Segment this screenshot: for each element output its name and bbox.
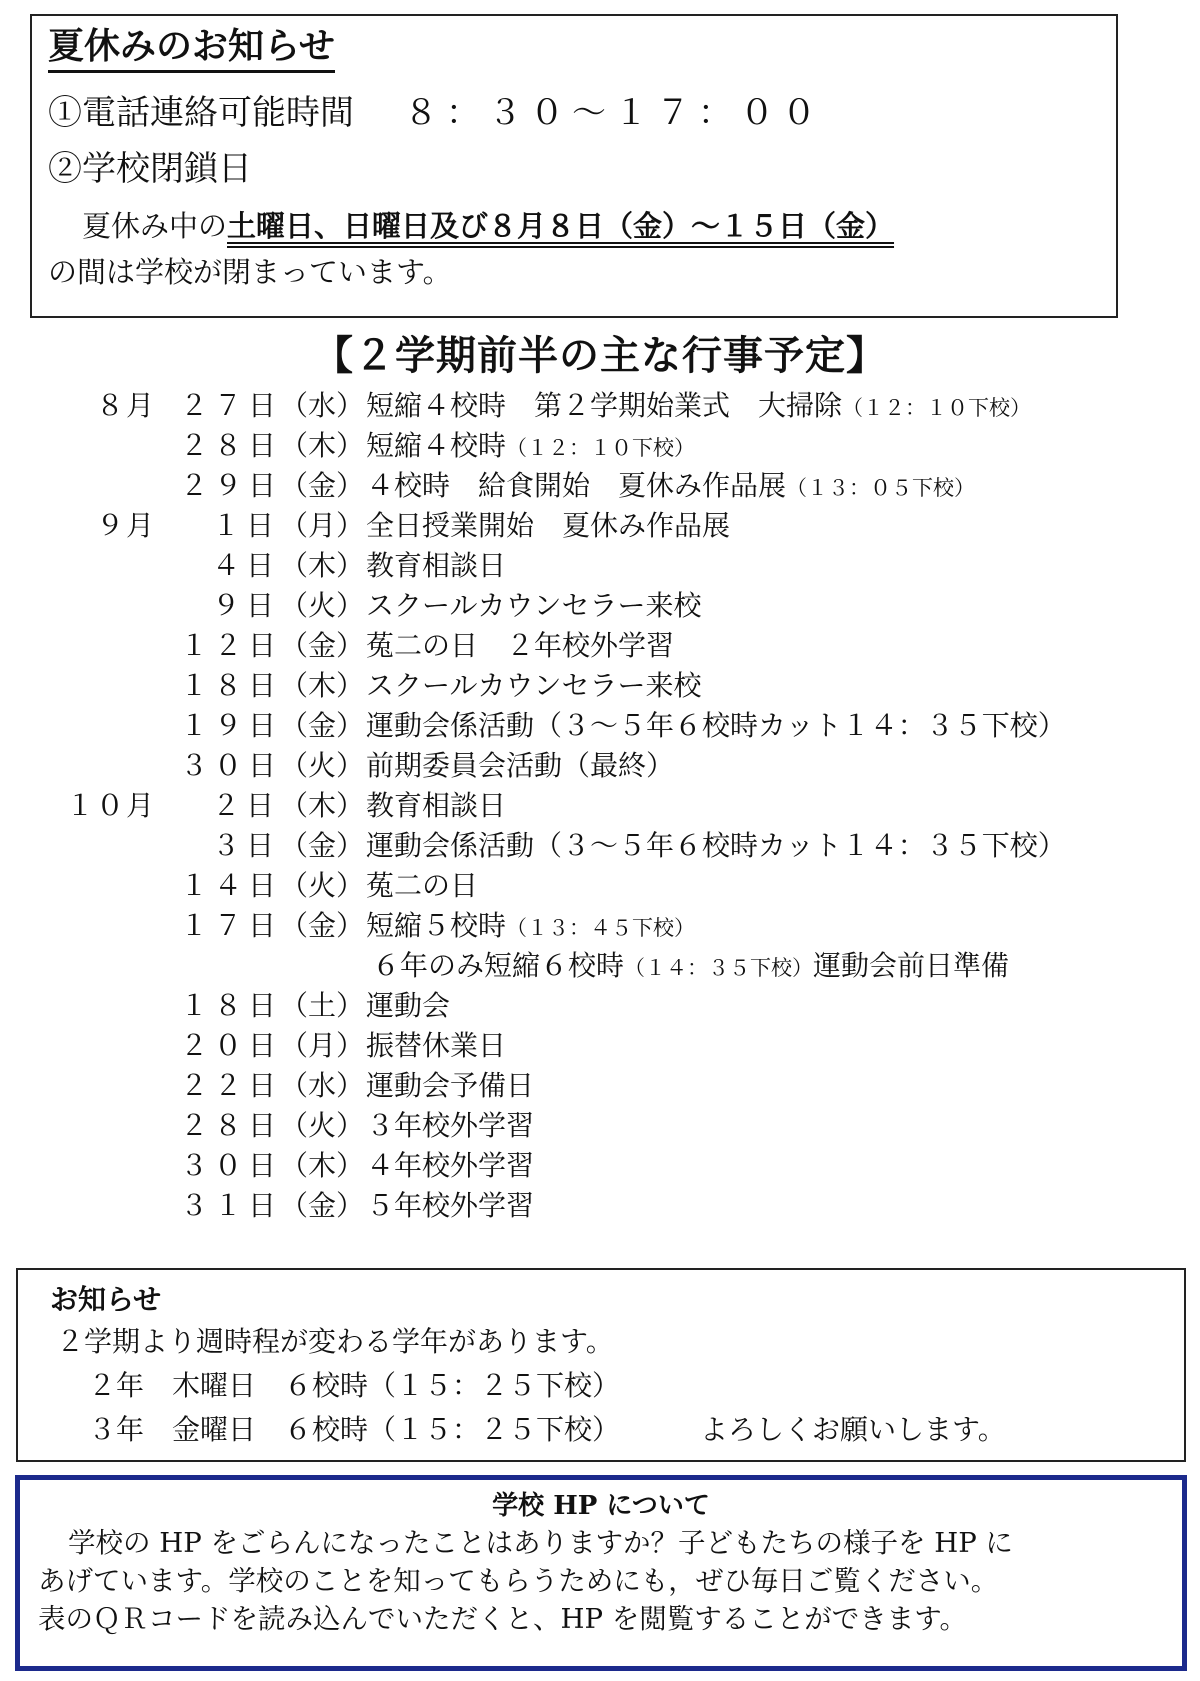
schedule-weekday: （水） bbox=[280, 389, 365, 422]
schedule-title: 【２学期前半の主な行事予定】 bbox=[313, 333, 887, 379]
schedule-event-text: 短縮４校時 第２学期始業式 大掃除 bbox=[366, 389, 843, 422]
phone-hours-label: ①電話連絡可能時間 bbox=[48, 93, 354, 133]
schedule-event-text: ４年校外学習 bbox=[366, 1149, 535, 1182]
schedule-event-after: 運動会前日準備 bbox=[813, 949, 1010, 982]
phone-hours-time: ８：３０～１７：００ bbox=[404, 93, 824, 133]
schedule-event bbox=[366, 706, 1066, 746]
school-hp-text bbox=[38, 1524, 1164, 1638]
schedule-row bbox=[0, 706, 1200, 746]
schedule-event-text: ５年校外学習 bbox=[366, 1189, 535, 1222]
schedule-row bbox=[0, 466, 1200, 506]
phone-hours-line bbox=[48, 90, 824, 136]
schedule-weekday: （月） bbox=[280, 509, 365, 542]
notice-closing: よろしくお願いします。 bbox=[700, 1413, 1006, 1446]
schedule-weekday: （金） bbox=[280, 469, 365, 502]
schedule-event-text: 菟二の日 bbox=[366, 869, 479, 902]
schedule-row bbox=[0, 666, 1200, 706]
schedule-event-text: スクールカウンセラー来校 bbox=[366, 669, 702, 702]
schedule-event-text: 教育相談日 bbox=[366, 549, 507, 582]
schedule-row bbox=[0, 586, 1200, 626]
schedule-month: ８月 bbox=[95, 389, 156, 422]
schedule-day: ２０日 bbox=[180, 1029, 283, 1062]
schedule-weekday: （木） bbox=[280, 1149, 365, 1182]
schedule-weekday: （木） bbox=[280, 789, 365, 822]
schedule-day: １２日 bbox=[180, 629, 283, 662]
schedule-day: １８日 bbox=[180, 669, 283, 702]
schedule-row bbox=[0, 546, 1200, 586]
schedule-row bbox=[0, 1146, 1200, 1186]
schedule-list bbox=[0, 386, 1200, 1226]
notice-title: お知らせ bbox=[50, 1283, 162, 1316]
notice-line-grade3 bbox=[88, 1410, 1006, 1450]
schedule-event bbox=[366, 466, 975, 508]
schedule-day: ３１日 bbox=[180, 1189, 283, 1222]
schedule-row bbox=[0, 1026, 1200, 1066]
schedule-row bbox=[0, 786, 1200, 826]
schedule-event bbox=[366, 1106, 534, 1146]
schedule-day: ３０日 bbox=[180, 749, 283, 782]
schedule-weekday: （金） bbox=[280, 1189, 365, 1222]
school-hp-box bbox=[15, 1475, 1187, 1671]
schedule-event-note: （１２：１０下校） bbox=[842, 396, 1032, 420]
schedule-day: ３０日 bbox=[180, 1149, 283, 1182]
schedule-event-text: 運動会予備日 bbox=[366, 1069, 535, 1102]
schedule-event-text: 前期委員会活動（最終） bbox=[366, 749, 675, 782]
schedule-day: ２９日 bbox=[180, 469, 283, 502]
schedule-event bbox=[366, 1186, 534, 1226]
schedule-event bbox=[366, 1026, 506, 1066]
schedule-event bbox=[366, 1146, 534, 1186]
schedule-weekday: （土） bbox=[280, 989, 365, 1022]
schedule-event bbox=[366, 586, 701, 626]
schedule-row bbox=[0, 746, 1200, 786]
schedule-day: １日 bbox=[211, 509, 280, 542]
schedule-event bbox=[366, 666, 701, 706]
schedule-row bbox=[0, 1186, 1200, 1226]
schedule-event bbox=[366, 786, 506, 826]
schedule-day: １４日 bbox=[180, 869, 283, 902]
schedule-row bbox=[0, 386, 1200, 426]
schedule-row bbox=[0, 986, 1200, 1026]
schedule-day: ２８日 bbox=[180, 1109, 283, 1142]
closure-body-prefix: 夏休み中の bbox=[82, 209, 228, 243]
schedule-event-text: スクールカウンセラー来校 bbox=[366, 589, 702, 622]
schedule-weekday: （火） bbox=[280, 589, 365, 622]
schedule-weekday: （木） bbox=[280, 429, 365, 462]
summer-notice-box bbox=[30, 14, 1118, 318]
schedule-row bbox=[0, 426, 1200, 466]
schedule-row bbox=[0, 826, 1200, 866]
schedule-row bbox=[0, 866, 1200, 906]
schedule-month: １０月 bbox=[65, 789, 156, 822]
schedule-event-text: 全日授業開始 夏休み作品展 bbox=[366, 509, 731, 542]
schedule-row bbox=[0, 626, 1200, 666]
school-hp-line-3: 表のＱＲコードを読み込んでいただくと、HP を閲覧することができます。 bbox=[38, 1603, 968, 1635]
notice-line-grade3-text: ３年 金曜日 ６校時（１５：２５下校） bbox=[88, 1413, 621, 1446]
schedule-event-note: （１２：１０下校） bbox=[506, 436, 696, 460]
schedule-row bbox=[0, 906, 1200, 946]
notice-intro: ２学期より週時程が変わる学年があります。 bbox=[56, 1325, 614, 1358]
notice-box bbox=[16, 1268, 1186, 1462]
schedule-event-text: 菟二の日 ２年校外学習 bbox=[366, 629, 675, 662]
schedule-day: １７日 bbox=[180, 909, 283, 942]
closure-body-highlight: 土曜日、日曜日及び８月８日（金）～１５日（金） bbox=[227, 209, 895, 243]
schedule-weekday: （火） bbox=[280, 749, 365, 782]
schedule-event-note: （１４：３５下校） bbox=[624, 956, 814, 980]
schedule-day: ４日 bbox=[211, 549, 280, 582]
schedule-event-text: 運動会係活動（３～５年６校時カット１４：３５下校） bbox=[366, 829, 1066, 862]
schedule-event-text: ３年校外学習 bbox=[366, 1109, 535, 1142]
schedule-event bbox=[366, 986, 450, 1026]
schedule-weekday: （火） bbox=[280, 869, 365, 902]
schedule-weekday: （金） bbox=[280, 909, 365, 942]
schedule-event bbox=[366, 826, 1066, 866]
closure-days-label: ②学校閉鎖日 bbox=[48, 149, 252, 189]
schedule-day: ２２日 bbox=[180, 1069, 283, 1102]
schedule-event-text: 短縮４校時 bbox=[366, 429, 507, 462]
closure-body-suffix: の間は学校が閉まっています。 bbox=[48, 255, 452, 289]
schedule-weekday: （火） bbox=[280, 1109, 365, 1142]
schedule-event bbox=[366, 906, 695, 948]
schedule-event bbox=[366, 626, 674, 666]
schedule-event-text: 教育相談日 bbox=[366, 789, 507, 822]
schedule-event bbox=[366, 386, 1031, 428]
school-hp-title: 学校 HP について bbox=[492, 1491, 710, 1521]
schedule-weekday: （木） bbox=[280, 549, 365, 582]
schedule-day: ９日 bbox=[211, 589, 280, 622]
schedule-event bbox=[372, 946, 1009, 988]
schedule-event-text: 振替休業日 bbox=[366, 1029, 507, 1062]
schedule-row bbox=[0, 506, 1200, 546]
schedule-weekday: （金） bbox=[280, 629, 365, 662]
school-hp-line-1: 学校の HP をごらんになったことはありますか？子どもたちの様子を HP に bbox=[68, 1527, 1013, 1559]
schedule-row bbox=[0, 1106, 1200, 1146]
schedule-event bbox=[366, 426, 695, 468]
schedule-event-text: ４校時 給食開始 夏休み作品展 bbox=[366, 469, 787, 502]
schedule-row bbox=[0, 1066, 1200, 1106]
schedule-row bbox=[0, 946, 1200, 986]
schedule-day: １９日 bbox=[180, 709, 283, 742]
schedule-weekday: （金） bbox=[280, 709, 365, 742]
schedule-event bbox=[366, 506, 730, 546]
schedule-weekday: （水） bbox=[280, 1069, 365, 1102]
schedule-event bbox=[366, 1066, 534, 1106]
schedule-weekday: （木） bbox=[280, 669, 365, 702]
schedule-day: １８日 bbox=[180, 989, 283, 1022]
schedule-event-text: 運動会 bbox=[366, 989, 451, 1022]
schedule-day: ２８日 bbox=[180, 429, 283, 462]
schedule-event-text: 運動会係活動（３～５年６校時カット１４：３５下校） bbox=[366, 709, 1066, 742]
schedule-event-text: ６年のみ短縮６校時 bbox=[372, 949, 625, 982]
schedule-event bbox=[366, 546, 506, 586]
schedule-event bbox=[366, 746, 674, 786]
schedule-weekday: （金） bbox=[280, 829, 365, 862]
schedule-event-note: （１３：４５下校） bbox=[506, 916, 696, 940]
schedule-event-text: 短縮５校時 bbox=[366, 909, 507, 942]
schedule-event-note: （１３：０５下校） bbox=[786, 476, 976, 500]
notice-line-grade2: ２年 木曜日 ６校時（１５：２５下校） bbox=[88, 1369, 621, 1402]
schedule-day: ３日 bbox=[211, 829, 280, 862]
school-hp-line-2: あげています。学校のことを知ってもらうためにも，ぜひ毎日ご覧ください。 bbox=[38, 1565, 999, 1597]
schedule-day: ２日 bbox=[211, 789, 280, 822]
closure-body-line bbox=[82, 206, 894, 246]
schedule-month: ９月 bbox=[95, 509, 156, 542]
schedule-weekday: （月） bbox=[280, 1029, 365, 1062]
summer-notice-title: 夏休みのお知らせ bbox=[48, 24, 335, 73]
schedule-day: ２７日 bbox=[180, 389, 283, 422]
schedule-event bbox=[366, 866, 478, 906]
